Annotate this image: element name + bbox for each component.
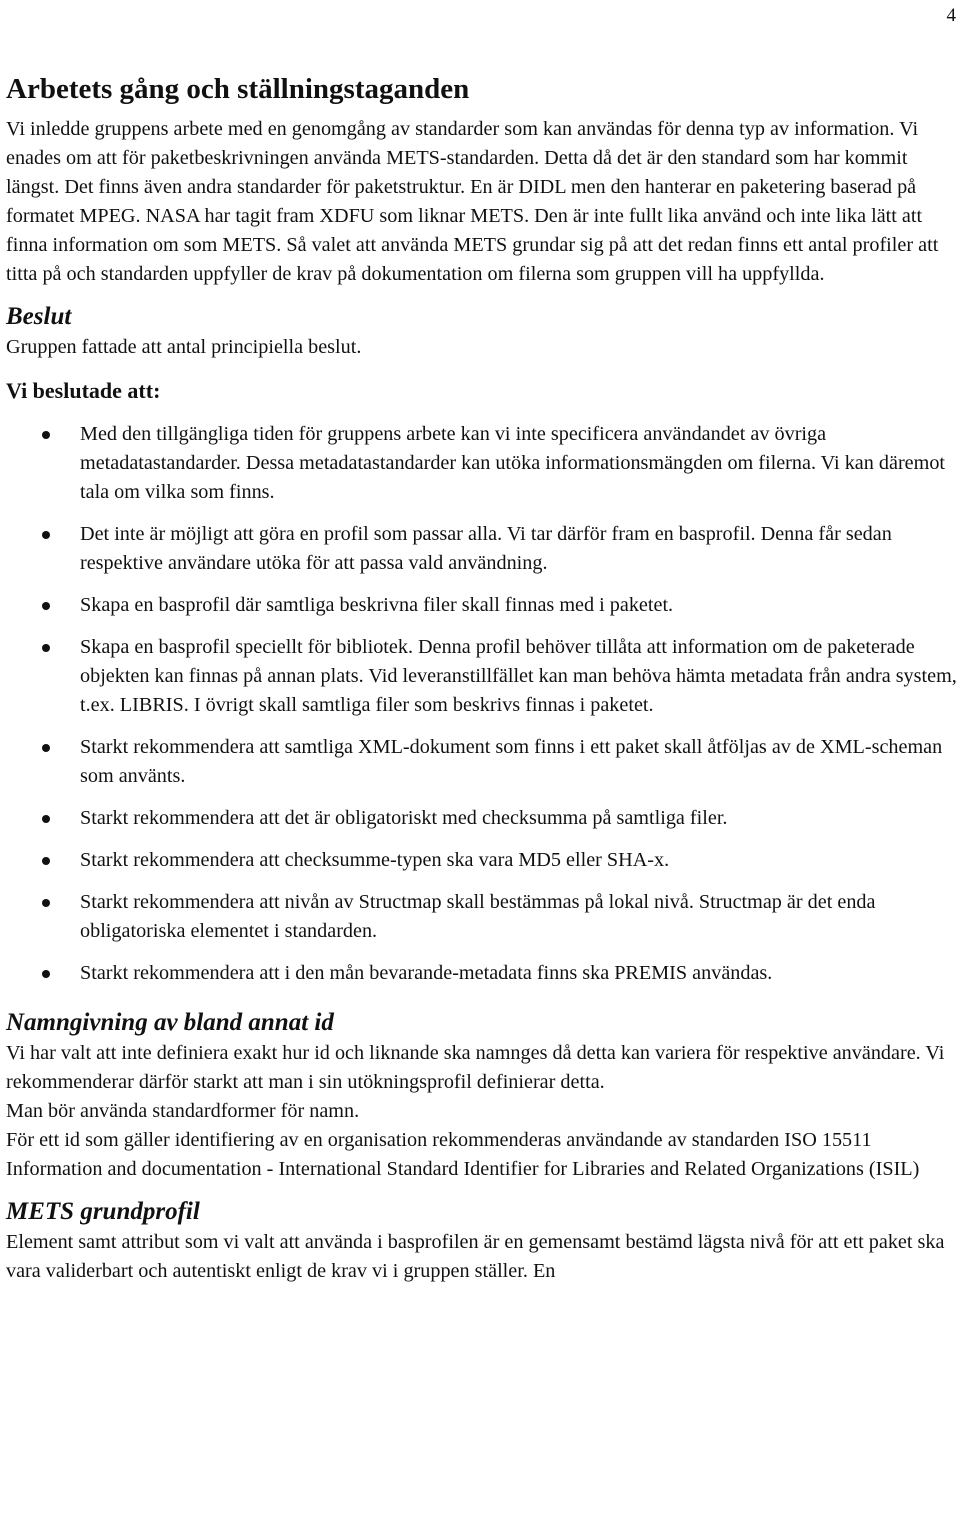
list-item bbox=[6, 733, 958, 791]
section-heading-beslut: Beslut bbox=[6, 303, 72, 330]
list-item bbox=[6, 888, 958, 946]
bullet-icon bbox=[42, 899, 50, 907]
list-item-text: Skapa en basprofil speciellt för bibliotek. Denna profil behöver tillåta att information om de paketerade objekten kan finnas på annan plats. Vid leveranstillfället kan man behöva hämta metadata från andra system, t.ex. LIBRIS. I övrigt skall samtliga filer som beskrivs finnas i paketet. bbox=[80, 636, 957, 716]
namngivning-paragraph-2: Man bör använda standardformer för namn. bbox=[6, 1100, 360, 1122]
list-item-text: Starkt rekommendera att samtliga XML-dokument som finns i ett paket skall åtföljas av de XML-scheman som använts. bbox=[80, 736, 943, 787]
list-item bbox=[6, 520, 958, 578]
list-item bbox=[6, 591, 958, 620]
list-item bbox=[6, 959, 958, 988]
list-item-text: Starkt rekommendera att i den mån bevarande-metadata finns ska PREMIS användas. bbox=[80, 962, 773, 984]
decision-list bbox=[6, 420, 958, 988]
list-item-text: Med den tillgängliga tiden för gruppens arbete kan vi inte specificera användandet av övriga metadatastandarder. Dessa metadatastandarder kan utöka informationsmängden om filerna. Vi kan däremot tala om vilka som finns. bbox=[80, 423, 946, 503]
list-item bbox=[6, 804, 958, 833]
section-heading-arbetets-gang: Arbetets gång och ställningstaganden bbox=[6, 73, 470, 105]
list-item-text: Starkt rekommendera att nivån av Structmap skall bestämmas på lokal nivå. Structmap är det enda obligatoriska elementet i standarden. bbox=[80, 891, 876, 942]
bullet-icon bbox=[42, 970, 50, 978]
list-item-text: Starkt rekommendera att checksumme-typen ska vara MD5 eller SHA-x. bbox=[80, 849, 670, 871]
intro-paragraph: Vi inledde gruppens arbete med en genomgång av standarder som kan användas för denna typ av information. Vi enades om att för paketbeskrivningen använda METS-standarden. Detta då det är den standard som har kommit längst. Det finns även andra standarder för paketstruktur. En är DIDL men den hanterar en paketering baserad på formatet MPEG. NASA har tagit fram XDFU som liknar METS. Den är inte fullt lika använd och inte lika lätt att finna information om som METS. Så valet att använda METS grundar sig på att det redan finns ett antal profiler att titta på och standarden uppfyller de krav på dokumentation om filerna som gruppen vill ha uppfyllda. bbox=[6, 118, 939, 285]
page-number: 4 bbox=[946, 5, 956, 26]
bullet-icon bbox=[42, 744, 50, 752]
bullet-icon bbox=[42, 602, 50, 610]
list-item bbox=[6, 846, 958, 875]
list-item-text: Det inte är möjligt att göra en profil som passar alla. Vi tar därför fram en basprofil. Denna får sedan respektive användare utöka för att passa vald användning. bbox=[80, 523, 892, 574]
section-heading-mets-grundprofil: METS grundprofil bbox=[6, 1198, 200, 1225]
list-item-text: Starkt rekommendera att det är obligatoriskt med checksumma på samtliga filer. bbox=[80, 807, 728, 829]
bullet-icon bbox=[42, 531, 50, 539]
document-body bbox=[6, 70, 958, 1286]
mets-paragraph: Element samt attribut som vi valt att använda i basprofilen är en gemensamt bestämd lägsta nivå för att ett paket ska vara validerbart och autentiskt enligt de krav vi i gruppen ställer. En bbox=[6, 1231, 945, 1282]
namngivning-paragraph-3: För ett id som gäller identifiering av en organisation rekommenderas användande av standarden ISO 15511 Information and documentation - International Standard Identifier for Libraries and Related Organizations (ISIL) bbox=[6, 1129, 920, 1180]
beslut-intro: Gruppen fattade att antal principiella beslut. bbox=[6, 336, 362, 358]
list-item-text: Skapa en basprofil där samtliga beskrivna filer skall finnas med i paketet. bbox=[80, 594, 674, 616]
list-item bbox=[6, 420, 958, 507]
namngivning-paragraph-1: Vi har valt att inte definiera exakt hur id och liknande ska namnges då detta kan variera för respektive användare. Vi rekommenderar därför starkt att man i sin utökningsprofil definierar detta. bbox=[6, 1042, 945, 1093]
list-item bbox=[6, 633, 958, 720]
bullet-icon bbox=[42, 815, 50, 823]
bullet-icon bbox=[42, 644, 50, 652]
bullet-icon bbox=[42, 857, 50, 865]
decisions-subheading: Vi beslutade att: bbox=[6, 378, 161, 403]
section-heading-namngivning: Namngivning av bland annat id bbox=[6, 1009, 334, 1036]
bullet-icon bbox=[42, 431, 50, 439]
